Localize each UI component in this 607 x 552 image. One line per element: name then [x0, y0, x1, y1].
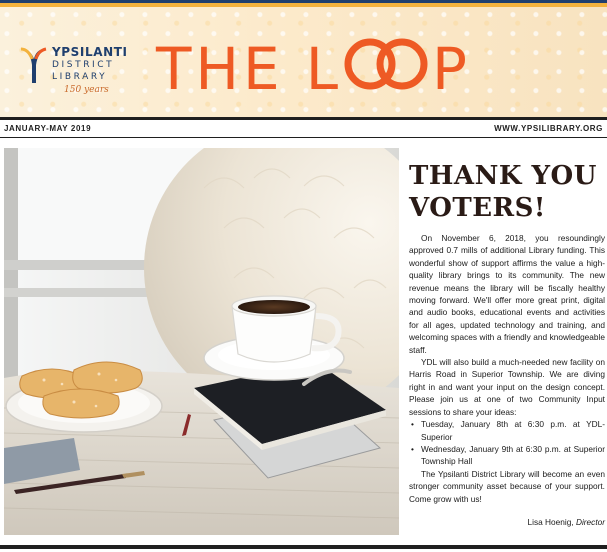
ypsilanti-y-logo-icon — [18, 45, 48, 85]
footer-rule — [0, 545, 607, 549]
article-body — [409, 232, 605, 505]
article-paragraph: YDL will also build a much-needed new facility on Harris Road in Superior Township. We are diving right in and want your input on the design concept. Please join us at one of two Community Input sessions to share your ideas: — [409, 357, 605, 417]
logo-anniversary: 150 years — [64, 85, 109, 95]
article-signature — [528, 517, 605, 527]
coffee-cup-books-cookies-photo — [4, 148, 399, 535]
top-color-stripe — [0, 0, 607, 7]
title-letter-p: P — [432, 35, 472, 103]
newsletter-title — [156, 33, 471, 105]
interlocking-rings-icon — [342, 36, 432, 92]
logo-text-ypsilanti: YPSILANTI — [52, 45, 128, 59]
list-item: • Tuesday, January 8th at 6:30 p.m. at YDL-Superior — [421, 418, 605, 443]
library-logo[interactable] — [18, 41, 138, 101]
signature-name: Lisa Hoenig, — [527, 517, 574, 527]
logo-text-district: DISTRICT — [52, 60, 115, 70]
article-paragraph: On November 6, 2018, you resoundingly approved 0.7 mills of additional Library funding. This wonderful show of support affirms the value a high-quality library brings to its community. The new revenue means the library will be fiscally healthy moving forward. We'll offer more great print, digital and audio books, educational events and activities for all ages, updated technology and training, and welcoming spaces with a friendly and knowledgeable staff. — [409, 233, 605, 355]
dateline-rule — [0, 137, 607, 138]
session-list — [409, 418, 605, 468]
title-word-the: THE — [156, 35, 284, 103]
signature-role: Director — [575, 517, 605, 527]
website-link[interactable]: WWW.YPSILIBRARY.ORG — [494, 124, 603, 133]
article-headline: THANK YOU VOTERS! — [409, 161, 597, 223]
thank-you-article — [409, 160, 605, 545]
list-item: • Wednesday, January 9th at 6:30 p.m. at Superior Township Hall — [421, 443, 605, 468]
issue-dateline: JANUARY-MAY 2019 — [4, 124, 92, 133]
logo-text-library: LIBRARY — [52, 72, 108, 82]
title-letter-l: L — [305, 35, 343, 103]
masthead — [0, 7, 607, 117]
masthead-rule — [0, 117, 607, 120]
article-paragraph: The Ypsilanti District Library will become an even stronger community asset because of your support. Come grow with us! — [409, 468, 605, 504]
